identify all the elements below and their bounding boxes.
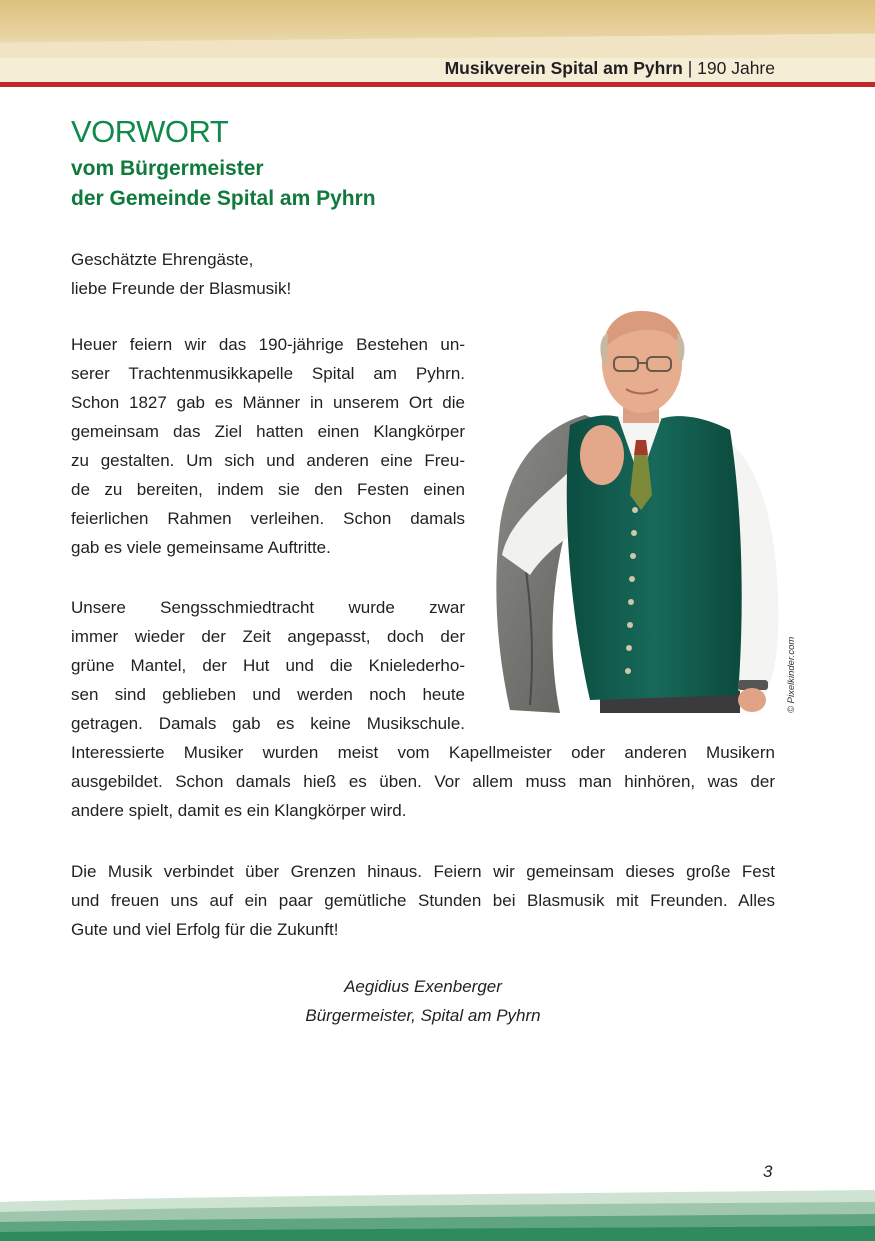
paragraph-line: Die Musik verbindet über Grenzen hinaus. Feiern wir gemeinsam dieses große Fest xyxy=(71,862,775,881)
paragraph-line: de zu bereiten, indem sie den Festen einen xyxy=(71,480,465,499)
header-rule xyxy=(0,82,875,87)
footer-band xyxy=(0,1190,875,1241)
paragraph-line: grüne Mantel, der Hut und die Knielederho- xyxy=(71,656,465,675)
paragraph-2-bottom xyxy=(71,738,775,825)
page-subtitle xyxy=(71,154,376,214)
paragraph-line: gab es viele gemeinsame Auftritte. xyxy=(71,538,331,557)
paragraph-line: Unsere Sengsschmiedtracht wurde zwar xyxy=(71,598,465,617)
signature-name: Aegidius Exenberger xyxy=(344,977,502,996)
header-title xyxy=(445,58,775,79)
paragraph-1 xyxy=(71,330,465,562)
paragraph-line: Interessierte Musiker wurden meist vom Kapellmeister oder anderen Musikern xyxy=(71,743,775,762)
photo-credit: © Pixelkinder.com xyxy=(786,636,797,713)
paragraph-line: sen sind geblieben und werden noch heute xyxy=(71,685,465,704)
paragraph-line: gemeinsam das Ziel hatten einen Klangkörper xyxy=(71,422,465,441)
paragraph-line: und freuen uns auf ein paar gemütliche Stunden bei Blasmusik mit Freunden. Alles xyxy=(71,891,775,910)
header-title-year: 190 Jahre xyxy=(697,58,775,78)
paragraph-line: andere spielt, damit es ein Klangkörper wird. xyxy=(71,801,407,820)
paragraph-line: Gute und viel Erfolg für die Zukunft! xyxy=(71,920,339,939)
paragraph-3 xyxy=(71,857,775,944)
header-separator: | xyxy=(687,58,693,78)
greeting-line-1: Geschätzte Ehrengäste, xyxy=(71,250,254,269)
paragraph-line: Schon 1827 gab es Männer in unserem Ort die xyxy=(71,393,465,412)
paragraph-line: ausgebildet. Schon damals hieß es üben. Vor allem muss man hinhören, was der xyxy=(71,772,775,791)
greeting-line-2: liebe Freunde der Blasmusik! xyxy=(71,279,292,298)
signature xyxy=(200,972,646,1030)
subtitle-line-2: der Gemeinde Spital am Pyhrn xyxy=(71,187,376,210)
greeting xyxy=(71,245,471,303)
paragraph-line: Heuer feiern wir das 190-jährige Bestehen un- xyxy=(71,335,465,354)
page-number: 3 xyxy=(763,1162,773,1181)
paragraph-line: feierlichen Rahmen verleihen. Schon damals xyxy=(71,509,465,528)
paragraph-line: immer wieder der Zeit angepasst, doch der xyxy=(71,627,465,646)
paragraph-line: getragen. Damals gab es keine Musikschule. xyxy=(71,714,465,733)
page-title: VORWORT xyxy=(71,114,229,149)
paragraph-line: serer Trachtenmusikkapelle Spital am Pyhrn. xyxy=(71,364,465,383)
mayor-portrait-photo xyxy=(490,305,782,713)
signature-role: Bürgermeister, Spital am Pyhrn xyxy=(305,1006,541,1025)
paragraph-2-top xyxy=(71,593,465,738)
subtitle-line-1: vom Bürgermeister xyxy=(71,157,264,180)
header-title-org: Musikverein Spital am Pyhrn xyxy=(444,58,683,78)
paragraph-line: zu gestalten. Um sich und anderen eine Freu- xyxy=(71,451,465,470)
